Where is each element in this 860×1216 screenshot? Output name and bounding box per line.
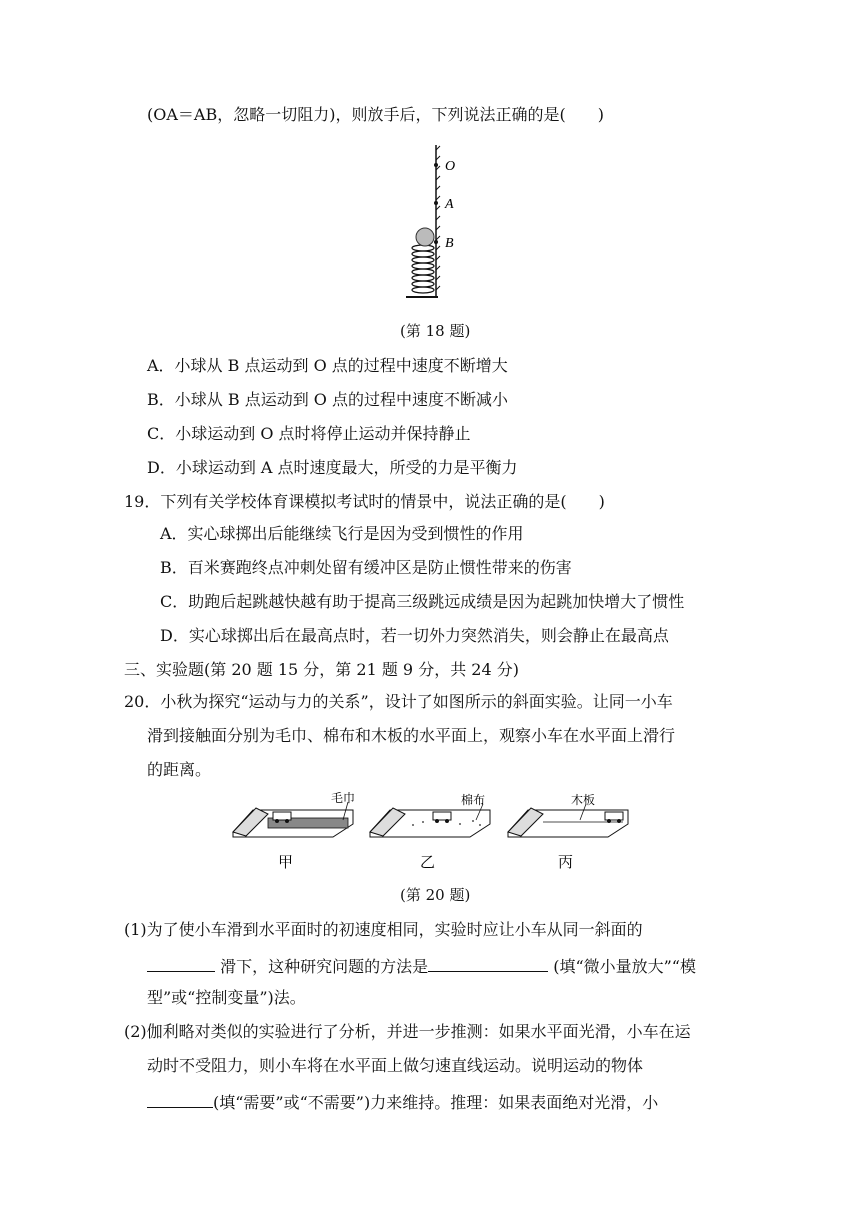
option: D．实心球掷出后在最高点时，若一切外力突然消失，则会静止在最高点 [160,626,669,645]
option: D．小球运动到 A 点时速度最大，所受的力是平衡力 [147,458,518,477]
subquestion-line: (1)为了使小车滑到水平面时的初速度相同，实验时应让小车从同一斜面的 [124,920,643,939]
figure-caption: (第 18 题) [400,322,471,340]
question-stem-line: 的距离。 [147,760,212,779]
panel-label: 乙 [420,853,436,871]
surface-label: 木板 [571,793,596,807]
subquestion-line: (2)伽利略对类似的实验进行了分析，并进一步推测：如果水平面光滑，小车在运 [124,1022,691,1041]
point-label: A [445,197,454,212]
text-span: (填“微小量放大”“模 [553,957,696,976]
question-stem-line: 滑到接触面分别为毛巾、棉布和木板的水平面上，观察小车在水平面上滑行 [147,726,676,745]
surface-label: 毛巾 [331,792,356,805]
incline-panel [233,792,355,837]
text-span: (填“需要”或“不需要”)力来维持。推理：如果表面绝对光滑，小 [213,1093,659,1112]
option: B．小球从 B 点运动到 O 点的过程中速度不断减小 [147,390,508,409]
panel-label: 甲 [278,853,294,871]
subquestion-line [147,1089,658,1114]
panel-label: 丙 [558,853,574,871]
figure-caption: (第 20 题) [400,886,471,904]
q18-intro: (OA＝AB，忽略一切阻力)，则放手后，下列说法正确的是( ) [147,105,604,124]
text-span: 滑下，这种研究问题的方法是 [220,957,429,976]
incline-experiment-figure [228,792,638,874]
answer-blank[interactable] [147,953,215,972]
section-heading: 三、实验题(第 20 题 15 分，第 21 题 9 分，共 24 分) [124,660,519,679]
subquestion-line [147,953,696,978]
answer-blank[interactable] [147,1089,213,1108]
question-stem: 19．下列有关学校体育课模拟考试时的情景中，说法正确的是( ) [124,492,605,511]
option: B．百米赛跑终点冲刺处留有缓冲区是防止惯性带来的伤害 [160,558,572,577]
point-label: B [445,236,454,251]
surface-label: 棉布 [461,793,486,807]
option: C．小球运动到 O 点时将停止运动并保持静止 [147,424,471,443]
point-label: O [445,159,456,174]
answer-blank[interactable] [428,953,548,972]
option: C．助跑后起跳越快越有助于提高三级跳远成绩是因为起跳加快增大了惯性 [160,592,685,611]
incline-panel [370,792,490,837]
option: A．小球从 B 点运动到 O 点的过程中速度不断增大 [147,356,508,375]
subquestion-line: 型”或“控制变量”)法。 [147,988,306,1007]
incline-panel [508,792,628,837]
question-stem: 20．小秋为探究“运动与力的关系”，设计了如图所示的斜面实验。让同一小车 [124,692,673,711]
spring-ball-figure [398,140,478,305]
option: A．实心球掷出后能继续飞行是因为受到惯性的作用 [160,524,524,543]
subquestion-line: 动时不受阻力，则小车将在水平面上做匀速直线运动。说明运动的物体 [147,1056,644,1075]
